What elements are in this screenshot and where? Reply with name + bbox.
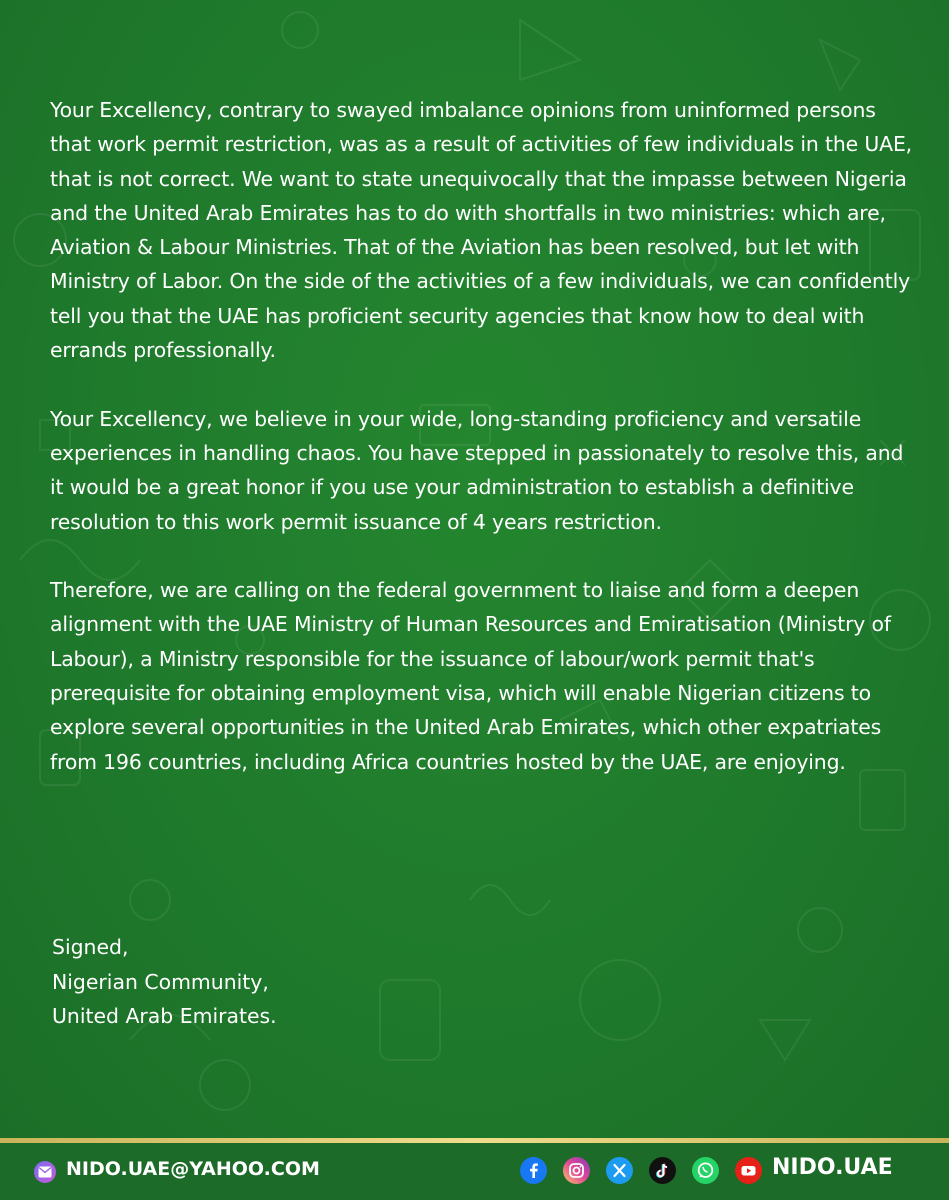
email-icon[interactable] [34,1161,56,1183]
signature-line-country: United Arab Emirates. [52,1004,277,1028]
signature-line-signed: Signed, [52,935,129,959]
paragraph-1: Your Excellency, contrary to swayed imbalance opinions from uninformed persons that work permit restriction, was as a result of activities of few individuals in the UAE, that is not correct. We want to state unequivocally that the impasse between Nigeria and the United Arab Emirates has to do with shortfalls in two ministries: which are, Aviation & Labour Ministries. That of the Aviation has been resolved, but let with Ministry of Labor. On the side of the activities of a few individuals, we can confidently tell you that the UAE has proficient security agencies that know how to deal with errands professionally. [50,98,913,363]
youtube-icon[interactable] [735,1157,762,1184]
email-address-link[interactable]: NIDO.UAE@YAHOO.COM [66,1158,320,1180]
whatsapp-icon[interactable] [692,1157,719,1184]
letter-body [50,93,920,813]
paragraph-2: Your Excellency, we believe in your wide, long-standing proficiency and versatile experiences in handling chaos. You have stepped in passionately to resolve this, and it would be a great honor if you use your administration to establish a definitive resolution to this work permit issuance of 4 years restriction. [50,406,904,534]
signature-line-community: Nigerian Community, [52,969,269,994]
tiktok-icon[interactable] [649,1157,676,1184]
paragraph-3: Therefore, we are calling on the federal government to liaise and form a deepen alignment with the UAE Ministry of Human Resources and Emiratisation (Ministry of Labour), a Ministry responsible for the issuance of labour/work permit that's prerequisite for obtaining employment visa, which will enable Nigerian citizens to explore several opportunities in the United Arab Emirates, which other expatriates from 196 countries, including Africa countries hosted by the UAE, are enjoying. [50,578,891,774]
facebook-icon[interactable] [520,1157,547,1184]
footer-bar [0,1143,949,1200]
instagram-icon[interactable] [563,1157,590,1184]
x-icon[interactable] [606,1157,633,1184]
social-handle-link[interactable]: NIDO.UAE [772,1155,893,1180]
signature-block [52,930,277,1034]
